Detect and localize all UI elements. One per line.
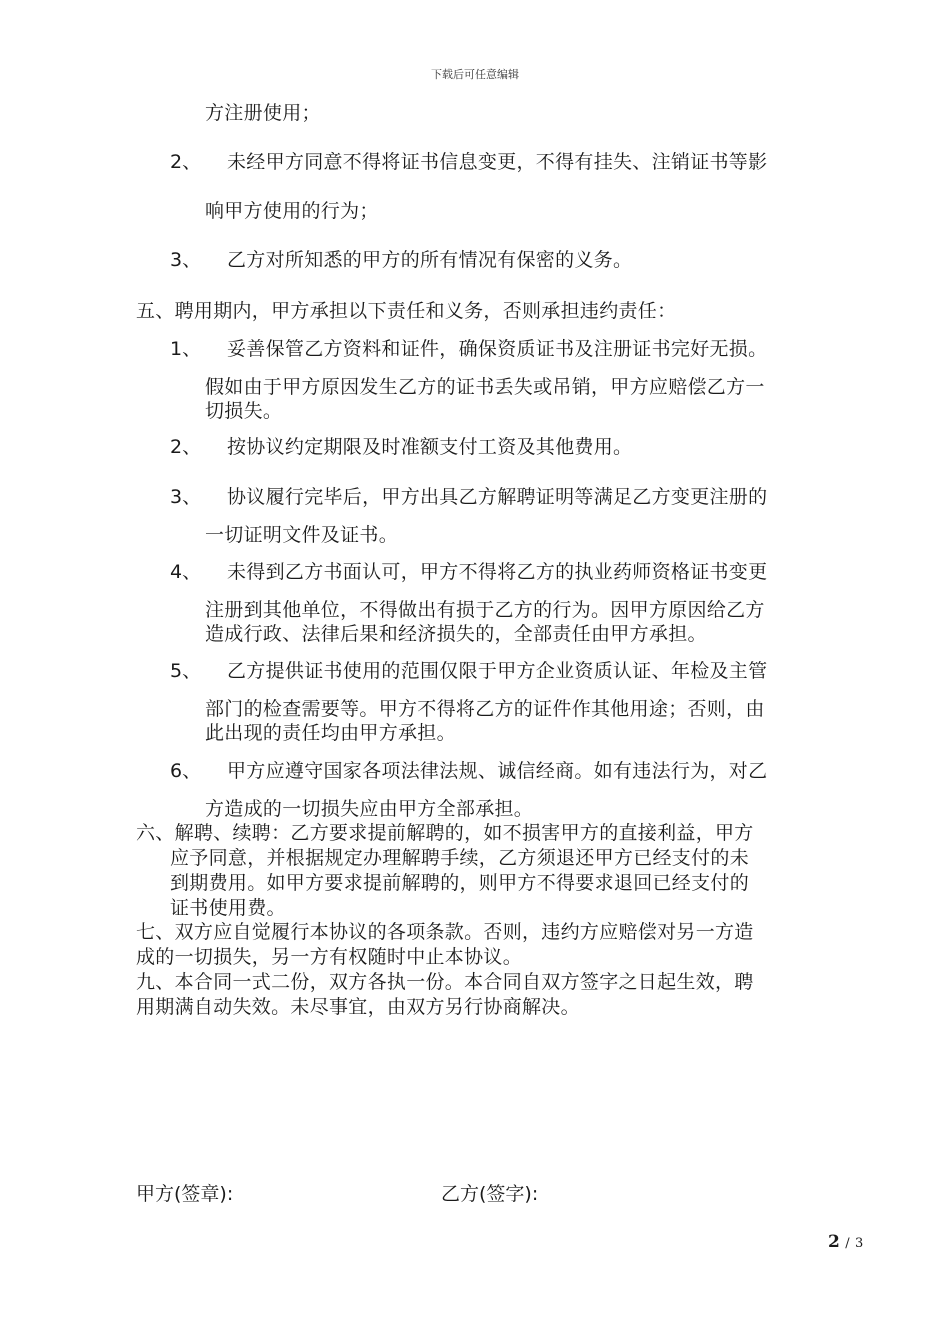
item-number: 6、: [170, 760, 202, 782]
party-a-signature-label: 甲方(签章):: [136, 1183, 234, 1205]
party-b-signature-label: 乙方(签字):: [441, 1183, 539, 1205]
item-number: 1、: [170, 338, 202, 360]
text-line: 妥善保管乙方资料和证件，确保资质证书及注册证书完好无损。: [227, 338, 768, 360]
text-line: 方注册使用；: [205, 102, 321, 124]
text-line: 部门的检查需要等。甲方不得将乙方的证件作其他用途；否则，由: [205, 698, 765, 720]
text-line: 甲方应遵守国家各项法律法规、诚信经商。如有违法行为，对乙: [227, 760, 768, 782]
text-line: 协议履行完毕后，甲方出具乙方解聘证明等满足乙方变更注册的: [227, 486, 768, 508]
text-line: 用期满自动失效。未尽事宜，由双方另行协商解决。: [136, 996, 580, 1018]
text-line: 成的一切损失，另一方有权随时中止本协议。: [136, 946, 523, 968]
item-number: 5、: [170, 660, 202, 682]
page-separator: /: [845, 1236, 850, 1251]
text-line: 应予同意，并根据规定办理解聘手续，乙方须退还甲方已经支付的未: [170, 847, 750, 869]
section-heading: 九、本合同一式二份，双方各执一份。本合同自双方签字之日起生效，聘: [136, 971, 754, 993]
item-number: 2、: [170, 436, 202, 458]
text-line: 未得到乙方书面认可，甲方不得将乙方的执业药师资格证书变更: [227, 561, 768, 583]
text-line: 一切证明文件及证书。: [205, 524, 399, 546]
text-line: 此出现的责任均由甲方承担。: [205, 722, 456, 744]
text-line: 乙方提供证书使用的范围仅限于甲方企业资质认证、年检及主管: [227, 660, 768, 682]
page-header: 下载后可任意编辑: [431, 68, 519, 81]
text-line: 方造成的一切损失应由甲方全部承担。: [205, 798, 534, 820]
text-line: 响甲方使用的行为；: [205, 200, 379, 222]
text-line: 未经甲方同意不得将证书信息变更，不得有挂失、注销证书等影: [227, 151, 768, 173]
text-line: 按协议约定期限及时准额支付工资及其他费用。: [227, 436, 633, 458]
item-number: 4、: [170, 561, 202, 583]
text-line: 到期费用。如甲方要求提前解聘的，则甲方不得要求退回已经支付的: [170, 872, 750, 894]
page-number: [828, 1232, 863, 1252]
text-line: 假如由于甲方原因发生乙方的证书丢失或吊销，甲方应赔偿乙方一: [205, 376, 765, 398]
text-line: 切损失。: [205, 400, 283, 422]
page-total: 3: [855, 1236, 864, 1251]
page-current: 2: [828, 1232, 840, 1252]
section-heading: 七、双方应自觉履行本协议的各项条款。否则，违约方应赔偿对另一方造: [136, 921, 754, 943]
item-number: 2、: [170, 151, 202, 173]
text-line: 证书使用费。: [170, 897, 286, 919]
section-heading: 五、聘用期内，甲方承担以下责任和义务，否则承担违约责任：: [136, 300, 677, 322]
item-number: 3、: [170, 249, 202, 271]
text-line: 注册到其他单位，不得做出有损于乙方的行为。因甲方原因给乙方: [205, 599, 765, 621]
text-line: 造成行政、法律后果和经济损失的，全部责任由甲方承担。: [205, 623, 707, 645]
item-number: 3、: [170, 486, 202, 508]
text-line: 乙方对所知悉的甲方的所有情况有保密的义务。: [227, 249, 633, 271]
section-heading: 六、解聘、续聘：乙方要求提前解聘的，如不损害甲方的直接利益，甲方: [136, 822, 754, 844]
